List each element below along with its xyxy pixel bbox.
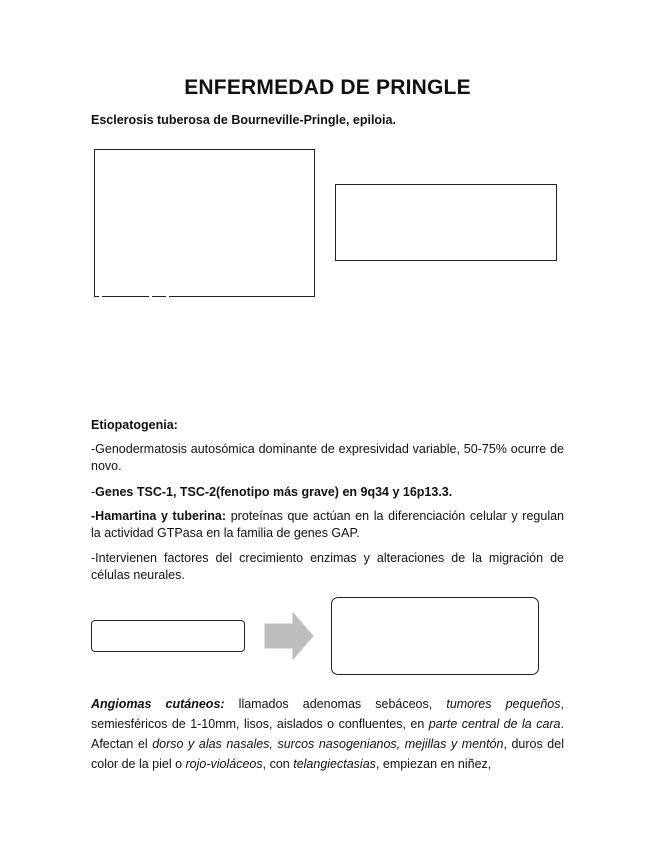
page-subtitle: Esclerosis tuberosa de Bourneville-Pringle, epiloia. xyxy=(91,113,396,127)
image-placeholder-left xyxy=(94,149,315,297)
diagram-box-right xyxy=(331,597,539,675)
diagram-box-left xyxy=(91,620,245,652)
paragraph-genodermatosis: -Genodermatosis autosómica dominante de expresividad variable, 50-75% ocurre de novo. xyxy=(91,442,564,473)
section-heading-etiopatogenia: Etiopatogenia: xyxy=(91,418,178,432)
angiomas-text-3: . Afectan el xyxy=(91,717,564,751)
angiomas-italic-2: parte central de la cara xyxy=(428,717,561,731)
genes-bold-text: Genes TSC-1, TSC-2(fenotipo más grave) en 9q34 y 16p13.3. xyxy=(95,485,453,499)
angiomas-italic-3: dorso y alas nasales, surcos nasogenianos, mejillas y mentón xyxy=(152,737,504,751)
right-arrow-icon xyxy=(264,612,314,660)
angiomas-italic-5: telangiectasias xyxy=(293,757,376,771)
image-placeholder-right xyxy=(335,184,557,261)
hamartina-label: -Hamartina y tuberina: xyxy=(91,509,227,523)
genes-prefix: - xyxy=(91,485,96,499)
page-title: ENFERMEDAD DE PRINGLE xyxy=(184,76,471,99)
paragraph-hamartina xyxy=(91,508,564,542)
hamartina-text: proteínas que actúan en la diferenciación celular y regulan la actividad GTPasa en la familia de genes GAP. xyxy=(91,509,565,540)
angiomas-text-6: , empiezan en niñez, xyxy=(375,757,492,771)
angiomas-italic-4: rojo-violáceos xyxy=(185,757,263,771)
angiomas-text-5: , con xyxy=(262,757,294,771)
angiomas-italic-1: tumores pequeños xyxy=(446,697,561,711)
angiomas-text-1: llamados adenomas sebáceos, xyxy=(224,697,447,711)
angiomas-text-2: , semiesféricos de 1-10mm, lisos, aislados o confluentes, en xyxy=(91,697,564,731)
paragraph-angiomas xyxy=(91,694,564,774)
paragraph-factores: -Intervienen factores del crecimiento enzimas y alteraciones de la migración de células neurales. xyxy=(91,551,564,582)
angiomas-text-4: , duros del color de la piel o xyxy=(91,737,564,771)
paragraph-genes xyxy=(91,484,564,501)
angiomas-label: Angiomas cutáneos: xyxy=(91,697,225,711)
